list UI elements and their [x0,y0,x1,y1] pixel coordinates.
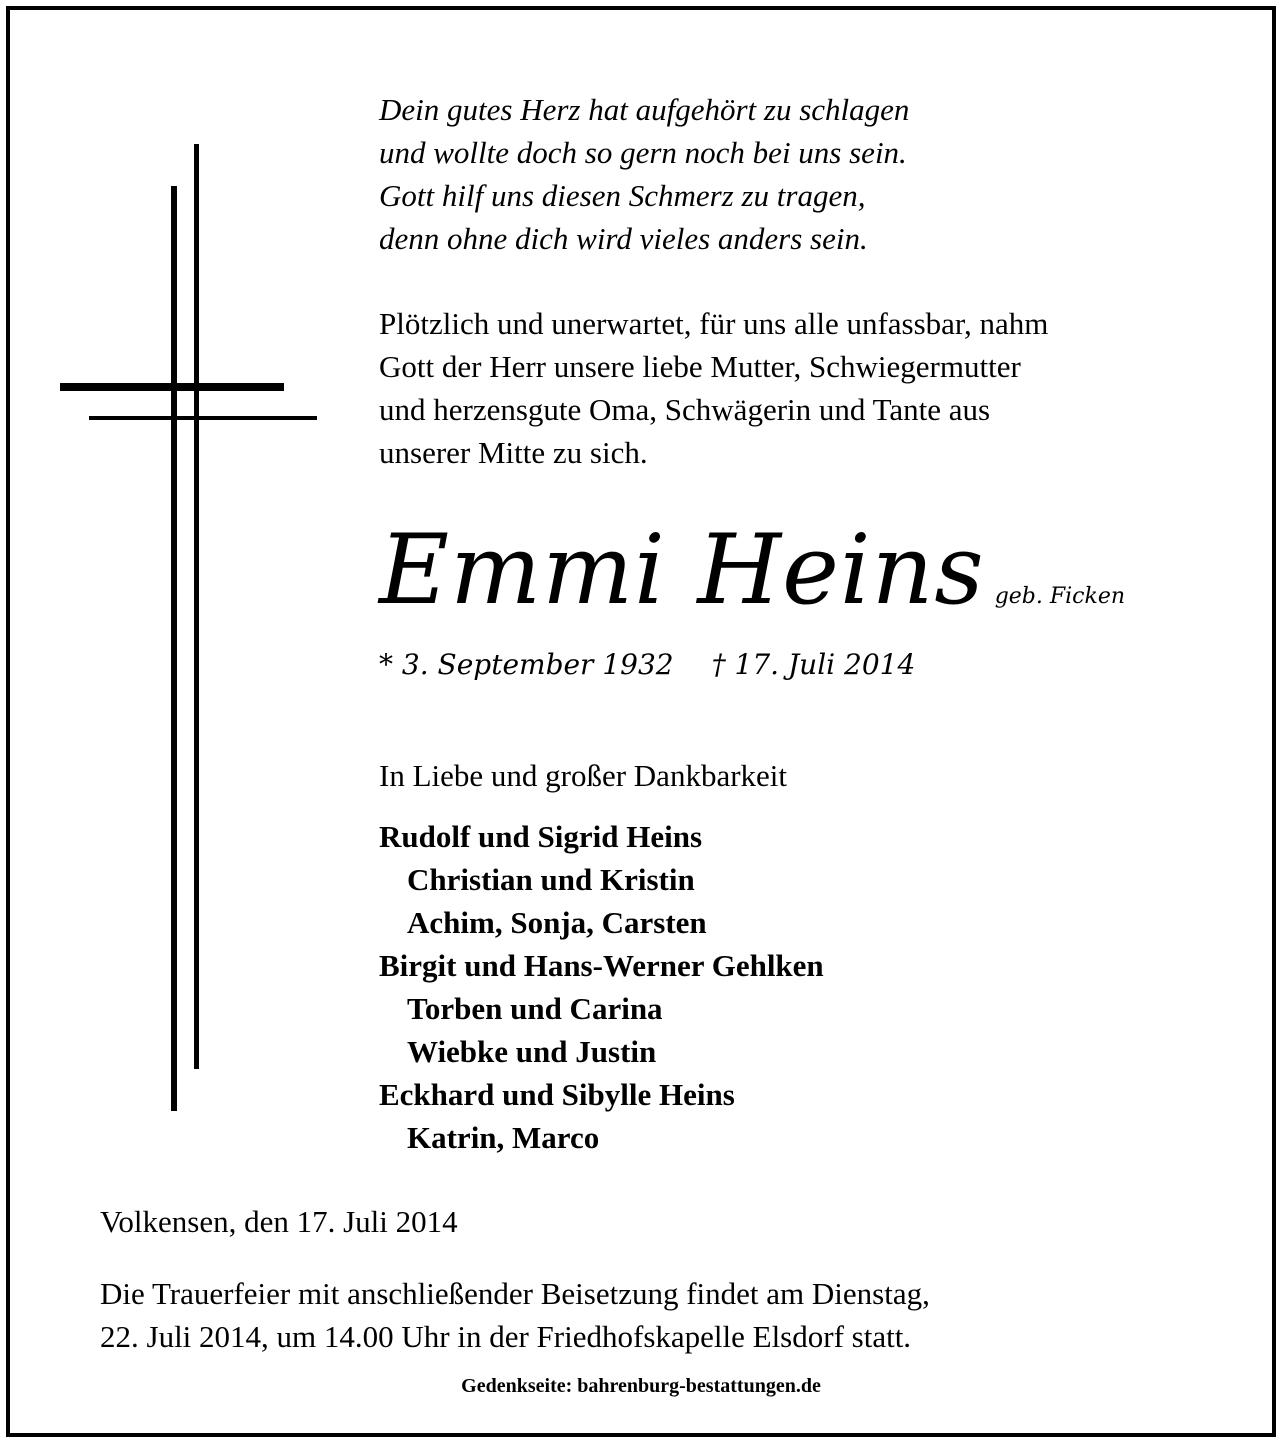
announcement-line: Gott der Herr unsere liebe Mutter, Schwiegermutter [379,349,1021,384]
cross-horizontal-top [60,383,284,391]
announcement-line: Plötzlich und unerwartet, für uns alle unfassbar, nahm [379,306,1049,341]
memorial-verse [379,88,909,260]
cross-vertical-left [171,186,177,1111]
family-list [379,815,824,1159]
birth-date: * 3. September 1932 [379,648,674,681]
announcement-line: und herzensgute Oma, Schwägerin und Tante aus [379,392,991,427]
verse-line: Dein gutes Herz hat aufgehört zu schlagen [379,92,910,127]
maiden-name: geb. Ficken [994,584,1126,609]
ceremony-line: 22. Juli 2014, um 14.00 Uhr in der Friedhofskapelle Elsdorf statt. [100,1319,912,1354]
verse-line: denn ohne dich wird vieles anders sein. [379,221,868,256]
memorial-page-link[interactable]: Gedenkseite: bahrenburg-bestattungen.de [461,1375,821,1397]
cross-horizontal-bottom [89,416,317,420]
cross-vertical-right [194,144,199,1069]
life-dates [379,648,915,681]
obituary-frame [6,6,1276,1437]
family-member: Achim, Sonja, Carsten [407,905,707,940]
announcement-text [379,302,1048,474]
family-member: Torben und Carina [407,991,663,1026]
ceremony-line: Die Trauerfeier mit anschließender Beisetzung findet am Dienstag, [100,1276,930,1311]
deceased-name: Emmi Heins [379,514,985,626]
announcement-line: unserer Mitte zu sich. [379,435,648,470]
deceased-name-row [379,510,1125,630]
death-date: † 17. Juli 2014 [711,648,916,681]
family-member: Birgit und Hans-Werner Gehlken [379,948,824,983]
family-member: Wiebke und Justin [407,1034,657,1069]
verse-line: Gott hilf uns diesen Schmerz zu tragen, [379,178,866,213]
thanks-line: In Liebe und großer Dankbarkeit [379,758,788,793]
funeral-ceremony-info [100,1272,930,1358]
verse-line: und wollte doch so gern noch bei uns sein. [379,135,907,170]
place-and-date: Volkensen, den 17. Juli 2014 [100,1204,458,1239]
family-member: Eckhard und Sibylle Heins [379,1077,735,1112]
family-member: Katrin, Marco [407,1120,600,1155]
family-member: Rudolf und Sigrid Heins [379,819,703,854]
family-member: Christian und Kristin [407,862,695,897]
